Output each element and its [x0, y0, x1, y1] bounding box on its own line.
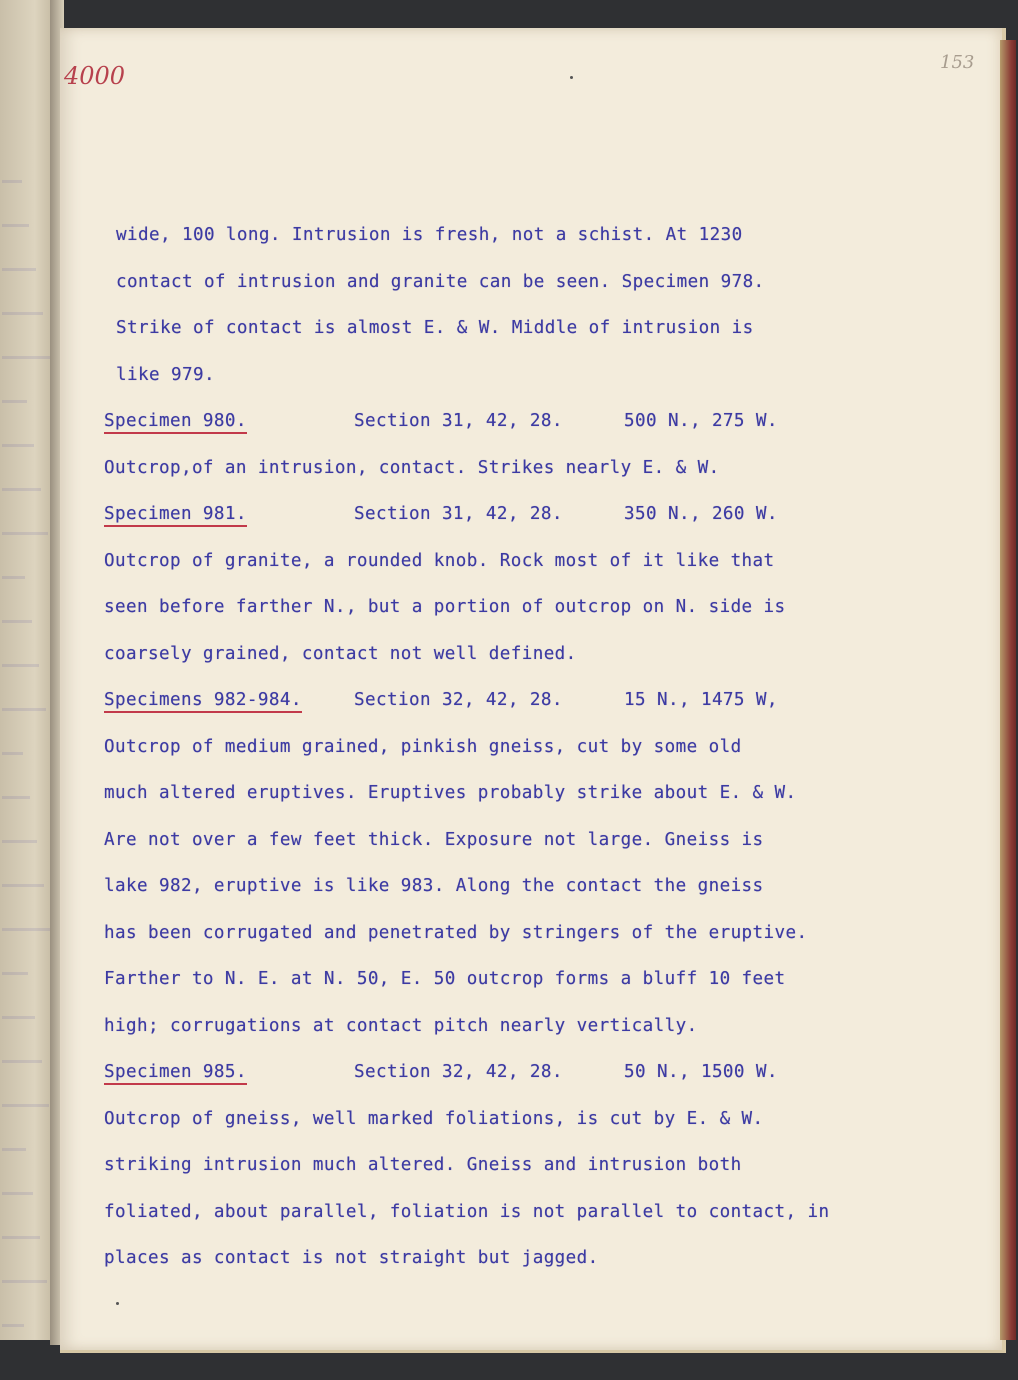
facing-page-mark — [2, 972, 28, 975]
facing-page-mark — [2, 884, 44, 887]
facing-page-mark — [2, 1324, 24, 1327]
ink-dot — [116, 1302, 119, 1305]
section-label: Section 32, 42, 28. — [354, 1062, 563, 1082]
facing-page-mark — [2, 444, 34, 447]
text-line: Farther to N. E. at N. 50, E. 50 outcrop forms a bluff 10 feet — [104, 969, 786, 989]
specimen-header — [104, 1049, 964, 1096]
text-line: like 979. — [116, 364, 215, 385]
facing-page-mark — [2, 1280, 47, 1283]
facing-page-mark — [2, 1060, 42, 1063]
location-label: 500 N., 275 W. — [624, 411, 778, 431]
text-line: lake 982, eruptive is like 983. Along the contact the gneiss — [104, 876, 764, 896]
facing-page-mark — [2, 752, 23, 755]
facing-page-mark — [2, 664, 39, 667]
text-line: seen before farther N., but a portion of outcrop on N. side is — [104, 597, 786, 617]
handwritten-note: 4000 — [64, 62, 126, 90]
text-line: wide, 100 long. Intrusion is fresh, not a schist. At 1230 — [116, 225, 743, 245]
text-line: has been corrugated and penetrated by stringers of the eruptive. — [104, 922, 808, 943]
text-line: contact of intrusion and granite can be seen. Specimen 978. — [116, 271, 765, 292]
facing-page-mark — [2, 796, 30, 799]
facing-page-mark — [2, 620, 32, 623]
section-label: Section 32, 42, 28. — [354, 690, 563, 710]
facing-page-mark — [2, 576, 25, 579]
location-label: 350 N., 260 W. — [624, 504, 778, 524]
location-label: 50 N., 1500 W. — [624, 1062, 778, 1082]
text-line: Are not over a few feet thick. Exposure not large. Gneiss is — [104, 829, 764, 850]
facing-page-mark — [2, 1104, 49, 1107]
facing-page-mark — [2, 268, 36, 271]
text-line: Strike of contact is almost E. & W. Middle of intrusion is — [116, 318, 754, 338]
facing-page-mark — [2, 1148, 26, 1151]
specimen-label: Specimens 982-984. — [104, 690, 302, 713]
ink-dot — [570, 76, 573, 79]
facing-page-mark — [2, 312, 43, 315]
facing-page-mark — [2, 1192, 33, 1195]
facing-page-mark — [2, 356, 50, 359]
text-line: Outcrop,of an intrusion, contact. Strikes nearly E. & W. — [104, 457, 720, 478]
typed-text — [104, 212, 964, 1282]
text-line: much altered eruptives. Eruptives probably strike about E. & W. — [104, 783, 797, 803]
location-label: 15 N., 1475 W, — [624, 690, 778, 710]
page-edge — [1000, 40, 1016, 1340]
section-label: Section 31, 42, 28. — [354, 504, 563, 524]
facing-page-mark — [2, 928, 51, 931]
facing-page-mark — [2, 840, 37, 843]
specimen-header — [104, 398, 964, 445]
facing-page-mark — [2, 224, 29, 227]
facing-page-mark — [2, 488, 41, 491]
text-line: places as contact is not straight but jagged. — [104, 1248, 599, 1268]
facing-page-mark — [2, 180, 22, 183]
text-line: striking intrusion much altered. Gneiss and intrusion both — [104, 1155, 742, 1175]
section-label: Section 31, 42, 28. — [354, 411, 563, 431]
specimen-header — [104, 677, 964, 724]
page-number: 153 — [940, 52, 975, 73]
text-line: high; corrugations at contact pitch nearly vertically. — [104, 1015, 698, 1036]
specimen-label: Specimen 985. — [104, 1062, 247, 1085]
text-line: Outcrop of granite, a rounded knob. Rock most of it like that — [104, 550, 775, 571]
specimen-label: Specimen 981. — [104, 504, 247, 527]
facing-page-mark — [2, 1016, 35, 1019]
facing-page-mark — [2, 708, 46, 711]
text-line: coarsely grained, contact not well defined. — [104, 643, 577, 664]
facing-page-mark — [2, 532, 48, 535]
facing-page-mark — [2, 1236, 40, 1239]
text-line: foliated, about parallel, foliation is not parallel to contact, in — [104, 1201, 830, 1222]
facing-page-mark — [2, 400, 27, 403]
text-line: Outcrop of medium grained, pinkish gneiss, cut by some old — [104, 736, 742, 757]
specimen-header — [104, 491, 964, 538]
text-line: Outcrop of gneiss, well marked foliations, is cut by E. & W. — [104, 1108, 764, 1129]
specimen-label: Specimen 980. — [104, 411, 247, 434]
